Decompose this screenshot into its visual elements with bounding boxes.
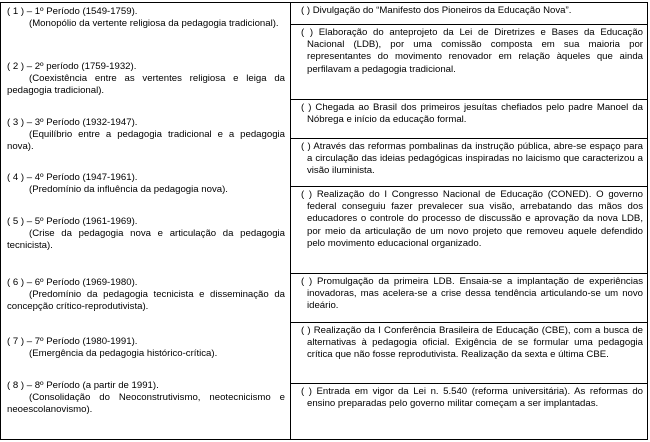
period-description: (Monopólio da vertente religiosa da pedagogia tradicional). [29, 18, 279, 30]
event-text: ( ) Promulgação da primeira LDB. Ensaia-se a implantação de experiências inovadoras, mas acelera-se a crise dessa tendência articulando-se um novo ideário. [301, 276, 643, 312]
period-item-8 [7, 380, 285, 417]
periods-column [1, 3, 291, 439]
events-column [291, 3, 647, 439]
period-item-5 [7, 216, 285, 253]
event-cell-1 [291, 3, 647, 25]
period-label: ( 8 ) – 8º Período (a partir de 1991). [7, 380, 159, 391]
event-text: ( ) Através das reformas pombalinas da instrução pública, abre-se espaço para a circulação das ideias pedagógicas inspiradas no laicismo que caracterizou a visão iluminista. [301, 141, 643, 177]
event-cell-6 [291, 274, 647, 323]
period-item-7 [7, 336, 285, 360]
event-text: ( ) Elaboração do anteprojeto da Lei de Diretrizes e Bases da Educação Nacional (LDB), por uma comissão composta em sua maioria por representantes do movimento renovador em relação àqueles que ainda perfilavam a pedagogia tradicional. [301, 27, 643, 75]
period-description: (Predomínio da influência da pedagogia nova). [29, 184, 228, 196]
event-text: ( ) Realização do I Congresso Nacional de Educação (CONED). O governo federal conseguiu fazer prevalecer sua visão, arrebatando das mãos dos educadores o controle do processo de discussão e aprovação da nova LDB, por meio da articulação de um novo projeto que removeu aquele defendido pelo movimento educacional organizado. [301, 189, 643, 249]
period-label: ( 6 ) – 6º Período (1969-1980). [7, 277, 138, 288]
event-cell-7 [291, 323, 647, 384]
period-description: (Predomínio da pedagogia tecnicista e disseminação da concepção crítico-reprodutivista). [7, 289, 285, 313]
event-cell-2 [291, 25, 647, 100]
event-text: ( ) Chegada ao Brasil dos primeiros jesuítas chefiados pelo padre Manoel da Nóbrega e início da educação formal. [301, 102, 643, 126]
period-description: (Emergência da pedagogia histórico-crítica). [29, 348, 218, 360]
matching-table [0, 2, 648, 440]
period-description: (Crise da pedagogia nova e articulação da pedagogia tecnicista). [7, 228, 285, 252]
period-item-6 [7, 277, 285, 314]
event-cell-4 [291, 139, 647, 187]
event-cell-3 [291, 100, 647, 139]
period-description: (Consolidação do Neoconstrutivismo, neotecnicismo e neoescolanovismo). [7, 392, 285, 416]
period-item-3 [7, 117, 285, 154]
period-description: (Equilíbrio entre a pedagogia tradicional e a pedagogia nova). [7, 129, 285, 153]
period-label: ( 1 ) – 1º Período (1549-1759). [7, 6, 138, 17]
period-description: (Coexistência entre as vertentes religiosa e leiga da pedagogia tradicional). [7, 73, 285, 97]
period-label: ( 3 ) – 3º Período (1932-1947). [7, 117, 138, 128]
event-text: ( ) Realização da I Conferência Brasileira de Educação (CBE), com a busca de alternativas à pedagogia oficial. Exigência de se formular uma pedagogia crítica que não fosse reprodutivista. Realização da sexta e última CBE. [301, 325, 643, 361]
period-item-1 [7, 6, 285, 30]
period-label: ( 5 ) – 5º Período (1961-1969). [7, 216, 138, 227]
period-label: ( 4 ) – 4º Período (1947-1961). [7, 172, 138, 183]
period-label: ( 7 ) – 7º Período (1980-1991). [7, 336, 138, 347]
event-cell-8 [291, 384, 647, 439]
event-text: ( ) Divulgação do “Manifesto dos Pioneiros da Educação Nova”. [301, 5, 572, 16]
event-cell-5 [291, 187, 647, 274]
period-label: ( 2 ) – 2º período (1759-1932). [7, 61, 137, 72]
period-item-2 [7, 61, 285, 98]
event-text: ( ) Entrada em vigor da Lei n. 5.540 (reforma universitária). As reformas do ensino preparadas pelo governo militar começam a ser implantadas. [301, 386, 643, 410]
period-item-4 [7, 172, 285, 196]
